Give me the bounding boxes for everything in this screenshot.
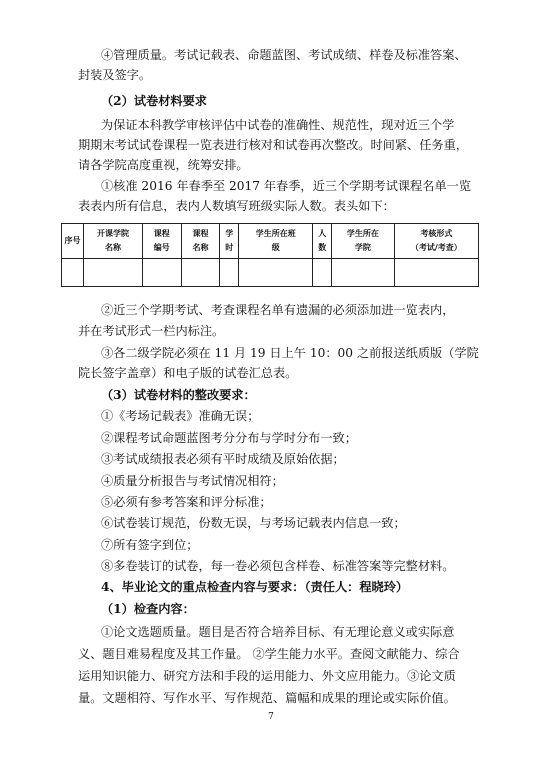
- list-item: ⑥试卷装订规范，份数无误，与考场记载表内信息一致；: [101, 516, 406, 530]
- section-heading: （3）试卷材料的整改要求：: [101, 388, 256, 402]
- list-item: ④质量分析报告与考试情况相符；: [101, 474, 284, 488]
- list-item: ⑦所有签字到位；: [101, 538, 199, 552]
- table-row: [62, 259, 479, 287]
- text-line: ③各二级学院必须在 11 月 19 日上午 10：00 之前报送纸质版（学院: [101, 346, 479, 360]
- header-cell-student-college: 学生所在 学院: [332, 224, 395, 259]
- list-item: ②课程考试命题蓝图考分分布与学时分布一致；: [101, 431, 357, 445]
- table-header-row: [62, 224, 479, 259]
- text-line: ②近三个学期考试、考查课程名单有遗漏的必须添加进一览表内，: [101, 303, 455, 317]
- header-cell-class: 学生所在班 级: [239, 224, 313, 259]
- text-line: 运用知识能力、研究方法和手段的运用能力、外文应用能力。③论文质: [78, 669, 456, 683]
- header-cell-exam-form: 考核形式 （考试/考查）: [394, 224, 478, 259]
- header-cell-index: 序号: [62, 224, 84, 259]
- list-item: ⑤必须有参考答案和评分标准；: [101, 495, 272, 509]
- text-line: 期期末考试试卷课程一览表进行核对和试卷再次整改。时间紧、任务重，: [78, 138, 468, 152]
- text-line: 为保证本科教学审核评估中试卷的准确性、规范性，现对近三个学: [101, 118, 455, 132]
- section-heading: 4、毕业论文的重点检查内容与要求：（责任人：程晓玲）: [101, 580, 409, 594]
- text-line: 义、题目难易程度及其工作量。 ②学生能力水平。查阅文献能力、综合: [78, 647, 460, 661]
- text-line: ①核准 2016 年春季至 2017 年春季，近三个学期考试课程名单一览: [101, 179, 472, 193]
- text-line: ①论文选题质量。题目是否符合培养目标、有无理论意义或实际意: [101, 625, 455, 639]
- text-line: 量。文题相符、写作水平、写作规范、篇幅和成果的理论或实际价值。: [78, 691, 456, 705]
- text-line: 封装及签字。: [78, 68, 152, 82]
- list-item: ①《考场记载表》准确无误；: [101, 409, 260, 423]
- header-cell-hours: 学 时: [220, 224, 239, 259]
- header-cell-count: 人 数: [313, 224, 332, 259]
- course-list-header-table: [61, 223, 479, 287]
- header-cell-college: 开课学院 名称: [84, 224, 143, 259]
- page-number: 7: [268, 712, 274, 722]
- list-item: ⑧多卷装订的试卷，每一卷必须包含样卷、标准答案等完整材料。: [101, 559, 455, 573]
- text-line: ④管理质量。考试记载表、命题蓝图、考试成绩、样卷及标准答案、: [101, 48, 467, 62]
- list-item: ③考试成绩报表必须有平时成绩及原始依据；: [101, 452, 345, 466]
- text-line: 请各学院高度重视，统筹安排。: [78, 158, 249, 172]
- text-line: 表表内所有信息，表内人数填写班级实际人数。表头如下：: [78, 199, 395, 213]
- section-heading: （2）试卷材料要求: [101, 94, 207, 108]
- section-heading: （1）检查内容：: [101, 602, 195, 616]
- header-cell-course-name: 课程 名称: [181, 224, 220, 259]
- text-line: 并在考试形式一栏内标注。: [78, 324, 225, 338]
- header-cell-course-code: 课程 编号: [142, 224, 181, 259]
- text-line: 院长签字盖章）和电子版的试卷汇总表。: [78, 366, 298, 380]
